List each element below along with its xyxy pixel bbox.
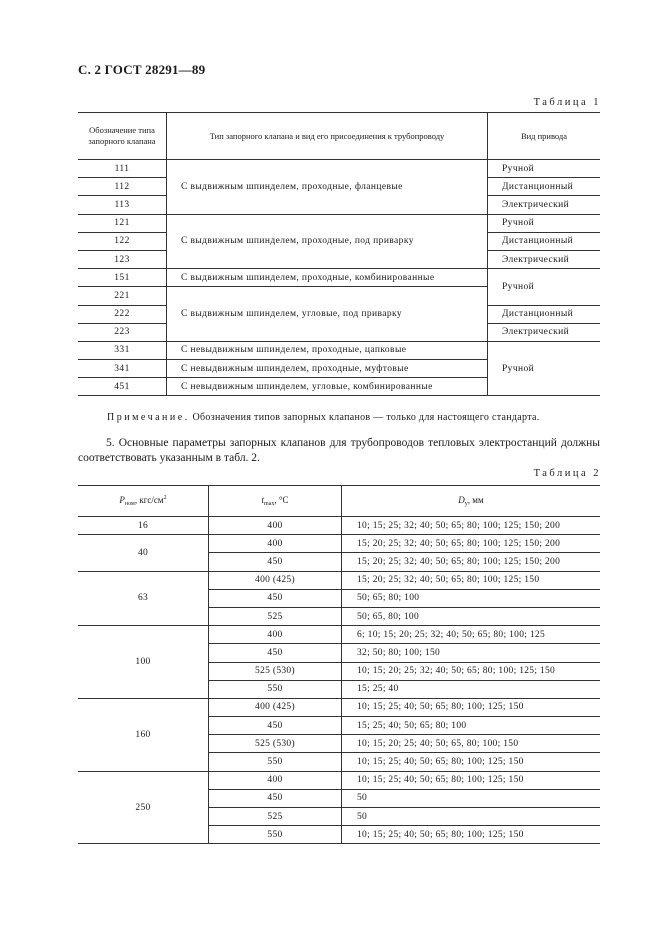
pressure-cell: 100 <box>78 626 209 699</box>
type-code: 123 <box>78 250 167 268</box>
col-header-type: Тип запорного клапана и вид его присоединения к трубопроводу <box>167 113 488 160</box>
temperature-cell: 525 <box>209 808 342 826</box>
temperature-cell: 400 <box>209 535 342 553</box>
table-row <box>78 571 600 589</box>
drive-type: Ручной <box>488 341 601 396</box>
temperature-cell: 550 <box>209 680 342 698</box>
temperature-cell: 450 <box>209 789 342 807</box>
pressure-cell: 63 <box>78 571 209 626</box>
type-code: 223 <box>78 323 167 341</box>
temperature-cell: 400 <box>209 517 342 535</box>
parameters-body <box>78 517 600 844</box>
type-code: 113 <box>78 196 167 214</box>
diameter-cell: 15; 25; 40; 50; 65; 80; 100 <box>342 717 601 735</box>
type-description: С выдвижным шпинделем, проходные, комбинированные <box>167 269 488 287</box>
type-code: 112 <box>78 178 167 196</box>
diameter-cell: 10; 15; 25; 40; 50; 65; 80; 100; 125; 150 <box>342 753 601 771</box>
pressure-cell: 250 <box>78 771 209 844</box>
type-code: 222 <box>78 305 167 323</box>
diameter-cell: 32; 50; 80; 100; 150 <box>342 644 601 662</box>
temperature-cell: 400 <box>209 626 342 644</box>
type-description: С выдвижным шпинделем, проходные, под приварку <box>167 214 488 269</box>
drive-type: Электрический <box>488 250 601 268</box>
table-row <box>78 517 600 535</box>
diameter-cell: 6; 10; 15; 20; 25; 32; 40; 50; 65; 80; 100; 125 <box>342 626 601 644</box>
type-description: С невыдвижным шпинделем, угловые, комбинированные <box>167 378 488 396</box>
type-code: 122 <box>78 232 167 250</box>
diameter-cell: 50 <box>342 808 601 826</box>
temperature-cell: 525 (530) <box>209 735 342 753</box>
diameter-cell: 15; 20; 25; 32; 40; 50; 65; 80; 100; 125; 150; 200 <box>342 553 601 571</box>
pressure-cell: 16 <box>78 517 209 535</box>
table-row <box>78 626 600 644</box>
diameter-cell: 50 <box>342 789 601 807</box>
type-description: С выдвижным шпинделем, угловые, под приварку <box>167 287 488 342</box>
temperature-cell: 550 <box>209 753 342 771</box>
diameter-cell: 50; 65, 80; 100 <box>342 607 601 625</box>
type-description: С выдвижным шпинделем, проходные, фланцевые <box>167 160 488 215</box>
note-label: Примечание. <box>107 412 190 423</box>
type-code: 331 <box>78 341 167 359</box>
type-code: 451 <box>78 378 167 396</box>
drive-type: Дистанционный <box>488 232 601 250</box>
drive-type: Ручной <box>488 269 601 305</box>
table1-note <box>107 412 540 423</box>
temperature-cell: 450 <box>209 589 342 607</box>
type-code: 221 <box>78 287 167 305</box>
temperature-cell: 450 <box>209 644 342 662</box>
diameter-cell: 15; 20; 25; 32; 40; 50; 65; 80; 100; 125; 150; 200 <box>342 535 601 553</box>
drive-type: Электрический <box>488 323 601 341</box>
diameter-cell: 10; 15; 25; 40; 50; 65; 80; 100; 125; 150 <box>342 771 601 789</box>
type-code: 341 <box>78 360 167 378</box>
pressure-cell: 160 <box>78 698 209 771</box>
table-row <box>78 214 600 232</box>
temperature-cell: 450 <box>209 717 342 735</box>
col-header-diameter: $D_у$, мм <box>342 486 601 517</box>
table-row <box>78 160 600 178</box>
table-row <box>78 535 600 553</box>
temperature-cell: 450 <box>209 553 342 571</box>
temperature-cell: 525 <box>209 607 342 625</box>
col-header-designation: Обозначение типа запорного клапана <box>78 113 167 160</box>
col-header-pressure: $P_{ном}$, кгс/$см^2$ <box>78 486 209 517</box>
page-header: С. 2 ГОСТ 28291—89 <box>78 62 206 77</box>
valve-types-table <box>78 112 600 396</box>
temperature-cell: 400 <box>209 771 342 789</box>
diameter-cell: 10; 15; 25; 32; 40; 50; 65; 80; 100; 125; 150; 200 <box>342 517 601 535</box>
table1-caption: Таблица 1 <box>533 97 601 108</box>
diameter-cell: 15; 20; 25; 32; 40; 50; 65; 80; 100; 125; 150 <box>342 571 601 589</box>
type-code: 111 <box>78 160 167 178</box>
temperature-cell: 525 (530) <box>209 662 342 680</box>
drive-type: Дистанционный <box>488 178 601 196</box>
type-description: С невыдвижным шпинделем, проходные, цапковые <box>167 341 488 359</box>
col-header-drive: Вид привода <box>488 113 601 160</box>
col-header-temperature: $t_{max}$, °С <box>209 486 342 517</box>
drive-type: Ручной <box>488 214 601 232</box>
drive-type: Ручной <box>488 160 601 178</box>
paragraph-5: 5. Основные параметры запорных клапанов для трубопроводов тепловых электростанций должны соответствовать указанным в табл. 2. <box>78 437 600 464</box>
table-row <box>78 698 600 716</box>
diameter-cell: 10; 15; 25; 40; 50; 65; 80; 100; 125; 150 <box>342 826 601 844</box>
table-row <box>78 341 600 359</box>
type-code: 121 <box>78 214 167 232</box>
drive-type: Дистанционный <box>488 305 601 323</box>
table-row <box>78 269 600 287</box>
drive-type: Электрический <box>488 196 601 214</box>
type-code: 151 <box>78 269 167 287</box>
valve-parameters-table <box>78 485 600 844</box>
pressure-cell: 40 <box>78 535 209 571</box>
table2-caption: Таблица 2 <box>533 468 601 479</box>
diameter-cell: 10; 15; 20; 25; 40; 50; 65, 80; 100; 150 <box>342 735 601 753</box>
temperature-cell: 400 (425) <box>209 698 342 716</box>
diameter-cell: 50; 65; 80; 100 <box>342 589 601 607</box>
diameter-cell: 10; 15; 25; 40; 50; 65; 80; 100; 125; 150 <box>342 698 601 716</box>
note-text: Обозначения типов запорных клапанов — только для настоящего стандарта. <box>192 412 540 423</box>
diameter-cell: 15; 25; 40 <box>342 680 601 698</box>
temperature-cell: 550 <box>209 826 342 844</box>
diameter-cell: 10; 15; 20; 25; 32; 40; 50; 65; 80; 100; 125; 150 <box>342 662 601 680</box>
type-description: С невыдвижным шпинделем, проходные, муфтовые <box>167 360 488 378</box>
temperature-cell: 400 (425) <box>209 571 342 589</box>
table-row <box>78 771 600 789</box>
